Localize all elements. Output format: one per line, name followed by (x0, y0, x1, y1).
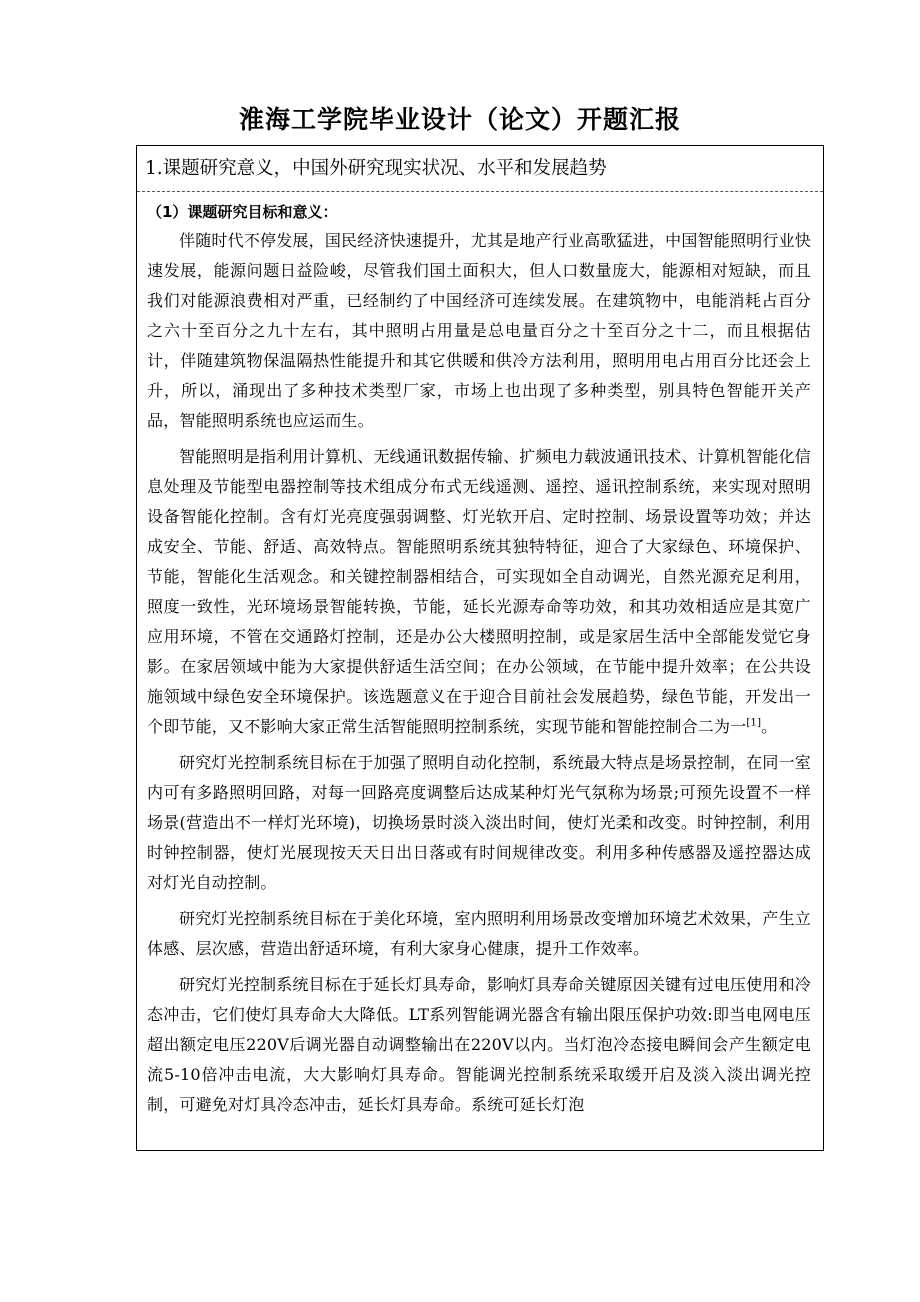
paragraph-text: 智能照明是指利用计算机、无线通讯数据传输、扩频电力载波通讯技术、计算机智能化信息处理及节能型电器控制等技术组成分布式无线遥测、遥控、遥讯控制系统，来实现对照明设备智能化控制。含有灯光亮度强弱调整、灯光软开启、定时控制、场景设置等功效；并达成安全、节能、舒适、高效特点。智能照明系统其独特特征，迎合了大家绿色、环境保护、节能，智能化生活观念。和关键控制器相结合，可实现如全自动调光，自然光源充足利用，照度一致性，光环境场景智能转换，节能，延长光源寿命等功效，和其功效相适应是其宽广应用环境，不管在交通路灯控制，还是办公大楼照明控制，或是家居生活中全部能发觉它身影。在家居领域中能为大家提供舒适生活空间；在办公领域，在节能中提升效率；在公共设施领域中绿色安全环境保护。该选题意义在于迎合目前社会发展趋势，绿色节能，开发出一个即节能，又不影响大家正常生活智能照明控制系统，实现节能和智能控制合二为一 (147, 447, 811, 736)
paragraph (147, 970, 811, 1120)
paragraph-text: 研究灯光控制系统目标在于美化环境，室内照明利用场景改变增加环境艺术效果，产生立体感、层次感，营造出舒适环境，有利大家身心健康，提升工作效率。 (147, 909, 811, 958)
paragraph (147, 904, 811, 964)
paragraph (147, 226, 811, 436)
paragraph (147, 748, 811, 898)
paragraph-text: 伴随时代不停发展，国民经济快速提升，尤其是地产行业高歌猛进，中国智能照明行业快速发展，能源问题日益险峻，尽管我们国土面积大，但人口数量庞大，能源相对短缺，而且我们对能源浪费相对严重，已经制约了中国经济可连续发展。在建筑物中，电能消耗占百分之六十至百分之九十左右，其中照明占用量是总电量百分之十至百分之十二，而且根据估计，伴随建筑物保温隔热性能提升和其它供暖和供冷方法利用，照明用电占用百分比还会上升，所以，涌现出了多种技术类型厂家，市场上也出现了多种类型，别具特色智能开关产品，智能照明系统也应运而生。 (147, 231, 811, 430)
section-body (137, 192, 823, 1120)
citation-tail: 。 (761, 717, 778, 736)
document-title: 淮海工学院毕业设计（论文）开题汇报 (238, 105, 681, 134)
citation-mark: [1] (746, 717, 762, 729)
paragraph (147, 442, 811, 742)
section-header: 1.课题研究意义，中国外研究现实状况、水平和发展趋势 (137, 146, 823, 192)
paragraph-text: 研究灯光控制系统目标在于加强了照明自动化控制，系统最大特点是场景控制，在同一室内可有多路照明回路，对每一回路亮度调整后达成某种灯光气氛称为场景;可预先设置不一样场景(营造出不一样灯光环境)，切换场景时淡入淡出时间，使灯光柔和改变。时钟控制，利用时钟控制器，使灯光展现按天天日出日落或有时间规律改变。利用多种传感器及遥控器达成对灯光自动控制。 (147, 753, 811, 892)
paragraph-text: 研究灯光控制系统目标在于延长灯具寿命，影响灯具寿命关键原因关键有过电压使用和冷态冲击，它们使灯具寿命大大降低。LT系列智能调光器含有输出限压保护功效:即当电网电压超出额定电压220V后调光器自动调整输出在220V以内。当灯泡冷态接电瞬间会产生额定电流5-10倍冲击电流，大大影响灯具寿命。智能调光控制系统采取缓开启及淡入淡出调光控制，可避免对灯具冷态冲击，延长灯具寿命。系统可延长灯泡 (147, 975, 811, 1114)
subheading: （1）课题研究目标和意义： (147, 203, 338, 221)
report-table (136, 145, 824, 1151)
